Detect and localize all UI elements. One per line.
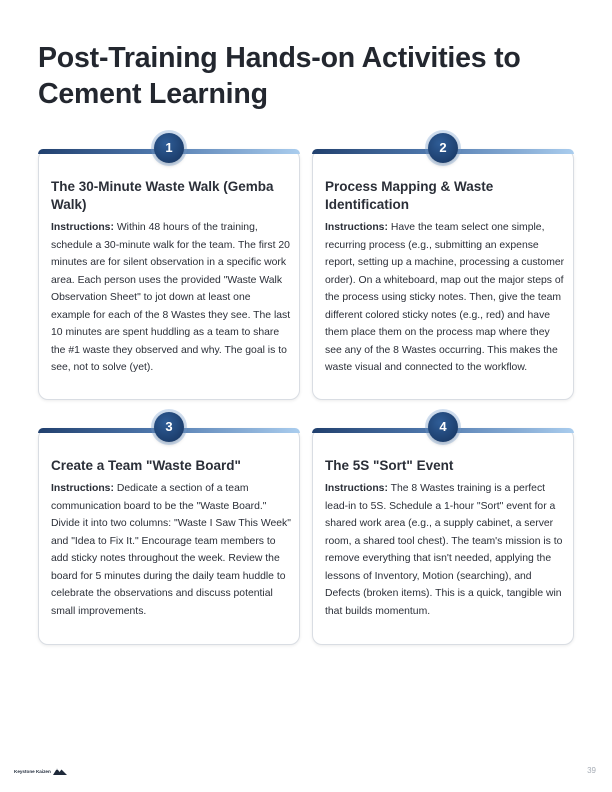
card-number-badge: 2 xyxy=(428,133,458,163)
card-number-badge: 4 xyxy=(428,412,458,442)
logo-text: Keystone Kaizen xyxy=(14,768,51,774)
page-title: Post-Training Hands-on Activities to Cement Learning xyxy=(38,42,521,110)
footer-logo xyxy=(14,765,67,777)
instructions-label: Instructions: xyxy=(51,483,114,494)
mountain-logo-icon xyxy=(53,767,67,775)
activity-card-2 xyxy=(312,140,574,400)
activity-card-3 xyxy=(38,419,300,645)
instructions-text: Dedicate a section of a team communication board to be the "Waste Board." Divide it into two columns: "Waste I Saw This Week" and "Idea to Fix It." Encourage team members to add sticky notes throughout the week. Review the board for 5 minutes during the daily team huddle to celebrate the observations and discuss potential small improvements. xyxy=(51,483,291,617)
instructions-label: Instructions: xyxy=(51,222,114,233)
card-title: Create a Team "Waste Board" xyxy=(51,458,241,473)
card-instructions xyxy=(325,480,565,620)
activity-card-1 xyxy=(38,140,300,400)
card-title: The 5S "Sort" Event xyxy=(325,458,454,473)
card-title: The 30-Minute Waste Walk (Gemba Walk) xyxy=(51,179,274,212)
card-title: Process Mapping & Waste Identification xyxy=(325,179,494,212)
card-instructions xyxy=(325,219,565,377)
card-number-badge: 3 xyxy=(154,412,184,442)
card-instructions xyxy=(51,219,291,377)
card-number-badge: 1 xyxy=(154,133,184,163)
page-number: 39 xyxy=(587,766,596,775)
instructions-text: Within 48 hours of the training, schedule a 30-minute walk for the team. The first 20 minutes are for silent observation in a specific work area. Each person uses the provided "Waste Walk Observation Sheet" to jot down at least one example for each of the 8 Wastes they see. The last 10 minutes are spent huddling as a team to share the #1 waste they observed and why. The goal is to see, not to solve (yet). xyxy=(51,222,291,373)
instructions-text: The 8 Wastes training is a perfect lead-in to 5S. Schedule a 1-hour "Sort" event for a shared work area (e.g., a supply cabinet, a server room, a shared tool chest). The team's mission is to remove everything that isn't needed, applying the lessons of Inventory, Motion (searching), and Defects (broken items). This is a quick, tangible win that builds momentum. xyxy=(325,483,563,617)
instructions-label: Instructions: xyxy=(325,483,388,494)
instructions-text: Have the team select one simple, recurring process (e.g., submitting an expense report, setting up a machine, processing a customer order). On a whiteboard, map out the major steps of the process using sticky notes. Then, give the team different colored sticky notes (e.g., red) and have them place them on the process map where they see any of the 8 Wastes occurring. This makes the waste visual and connected to the workflow. xyxy=(325,222,565,373)
instructions-label: Instructions: xyxy=(325,222,388,233)
card-instructions xyxy=(51,480,291,620)
activity-card-4 xyxy=(312,419,574,645)
